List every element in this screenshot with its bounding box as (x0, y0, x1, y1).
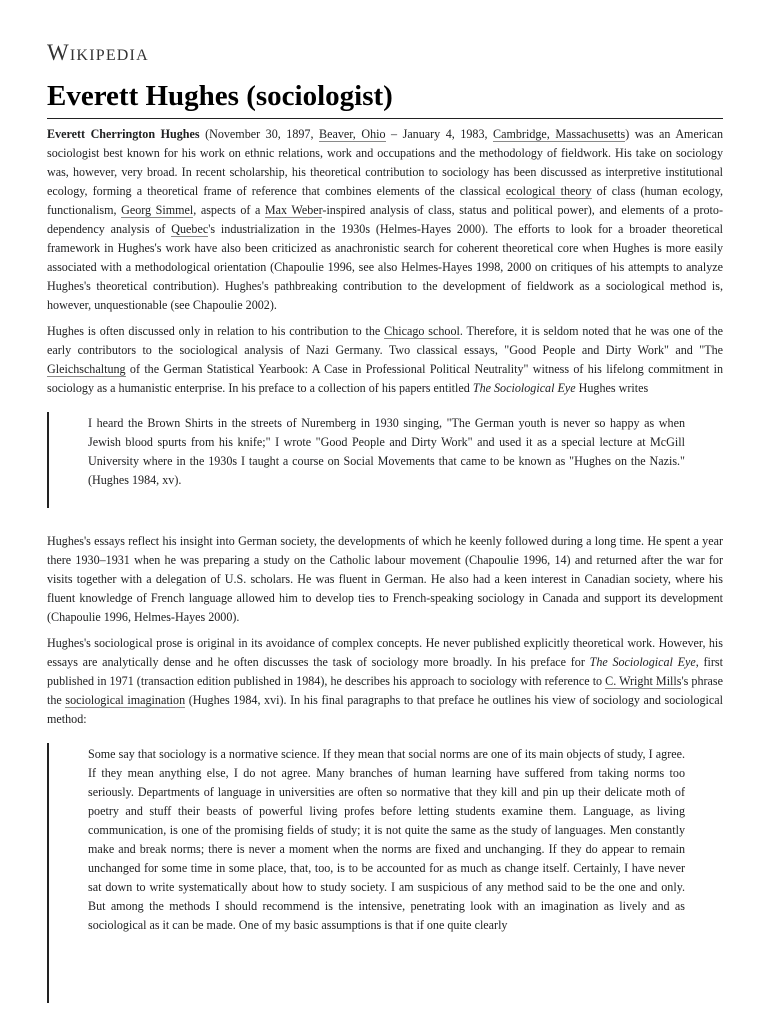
paragraph-german-society: Hughes's essays reflect his insight into German society, the developments of which he keenly followed during a long time. He spent a year there 1930–1931 when he was preparing a study on the Catholic labour movement (Chapoulie 1996, 14) and returned after the war for visits together with a delegation of U.S. scholars. He was fluent in German. He also had a keen interest in Canadian society, where his fluent knowledge of French language allowed him to develop ties to French-speaking sociology in Canada and support its development (Chapoulie 1996, Helmes-Hayes 2000). (47, 534, 723, 624)
book-title-sociological-eye: The Sociological Eye (472, 381, 576, 395)
link-georg-simmel[interactable]: Georg Simmel (121, 203, 194, 217)
quote-text: Some say that sociology is a normative science. If they mean that social norms are one of its main objects of study, I agree. If they mean anything else, I do not agree. Many branches of human learning have suffered from taking norms too seriously. Departments of language in universities are often so normative that they kill and pin up their delicate moth of poetry and stuff their beasts of powerful living profes before letting students examine them. Language, as living communication, is one of the promising fields of study; it is not quite the same as the study of languages. Men constantly make and break norms; there is never a moment when the norms are fixed and unchanging. If they do appear to remain unchanged for some time in some place, that, too, is to be accounted for as much as change itself. Certainly, I have never sat down to write systematically about how to study society. I am suspicious of any method said to be the one and only. But among the methods I should recommend is the intensive, penetrating look with an imagination as lively and as sociological as it can be made. One of my basic assumptions is that if one quite clearly (88, 747, 685, 932)
article-body (47, 125, 723, 1017)
link-cambridge-massachusetts[interactable]: Cambridge, Massachusetts (493, 127, 626, 141)
link-gleichschaltung[interactable]: Gleichschaltung (47, 362, 126, 376)
wikipedia-wordmark[interactable]: Wikipedia (47, 40, 149, 65)
link-beaver-ohio[interactable]: Beaver, Ohio (319, 127, 386, 141)
link-sociological-imagination[interactable]: sociological imagination (65, 693, 186, 707)
paragraph-nazi-germany: Hughes is often discussed only in relation to his contribution to the Chicago school. Therefore, it is seldom noted that he was one of the early contributors to the sociological analysis of Nazi Germany. Two classical essays, "Good People and Dirty Work" and "The Gleichschaltung of the German Statistical Yearbook: A Case in Professional Political Neutrality" witness of his lifelong commitment in sociology as a humanistic enterprise. In his preface to a collection of his papers entitled The Sociological Eye Hughes writes (47, 324, 723, 395)
link-c-wright-mills[interactable]: C. Wright Mills (605, 674, 682, 688)
subject-name: Everett Cherrington Hughes (47, 127, 200, 141)
page-title: Everett Hughes (sociologist) (47, 80, 393, 112)
paragraph-sociological-prose: Hughes's sociological prose is original in its avoidance of complex concepts. He never published explicitly theoretical work. However, his essays are analytically dense and he often discusses the task of sociology more broadly. In his preface for The Sociological Eye, first published in 1971 (transaction edition published in 1984), he describes his approach to sociology with reference to C. Wright Mills's phrase the sociological imagination (Hughes 1984, xvi). In his final paragraphs to that preface he outlines his view of sociology and sociological method: (47, 636, 723, 726)
link-chicago-school[interactable]: Chicago school (384, 324, 460, 338)
book-title-sociological-eye: The Sociological Eye (589, 655, 696, 669)
link-quebec[interactable]: Quebec (171, 222, 209, 236)
quote-text: I heard the Brown Shirts in the streets of Nuremberg in 1930 singing, "The German youth is never so happy as when Jewish blood spurts from his knife;" I wrote "Good People and Dirty Work" and used it as a special lecture at McGill University where in the 1930s I taught a course on Social Movements that came to be known as "Hughes on the Nazis." (Hughes 1984, xv). (88, 416, 685, 487)
link-ecological-theory[interactable]: ecological theory (505, 184, 592, 198)
title-divider (47, 118, 723, 119)
blockquote-normative-science (47, 743, 723, 1003)
link-max-weber[interactable]: Max Weber (264, 203, 323, 217)
blockquote-brown-shirts (47, 412, 723, 508)
paragraph-intro: Everett Cherrington Hughes (November 30, 1897, Beaver, Ohio – January 4, 1983, Cambridge, Massachusetts) was an American sociologist best known for his work on ethnic relations, work and occupations and the methodology of fieldwork. His take on sociology was, however, very broad. In recent scholarship, his theoretical contribution to sociology has been discussed as interpretive institutional ecology, forming a theoretical frame of reference that combines elements of the classical ecological theory of class (human ecology, functionalism, Georg Simmel, aspects of a Max Weber-inspired analysis of class, status and political power), and elements of a proto-dependency analysis of Quebec's industrialization in the 1930s (Helmes-Hayes 2000). The efforts to look for a broader theoretical framework in Hughes's work have also been criticized as anachronistic search for coherent theoretical core when Hughes is more easily associated with a methodological orientation (Chapoulie 1996, see also Helmes-Hayes 1998, 2000 on critiques of his attempts to analyze Hughes's theoretical contribution). Hughes's pathbreaking contribution to the development of fieldwork as a sociological method is, however, unquestionable (see Chapoulie 2002). (47, 127, 724, 312)
